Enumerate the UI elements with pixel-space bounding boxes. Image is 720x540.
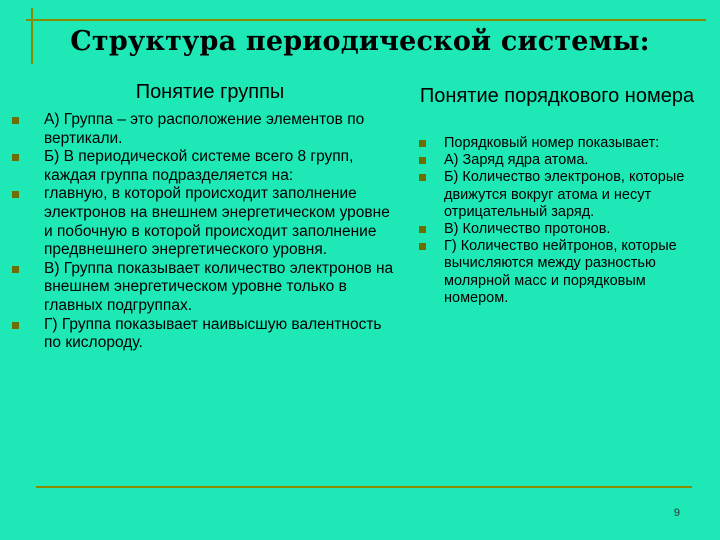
group-concept-list: [8, 111, 400, 353]
list-item: [8, 185, 400, 259]
square-bullet-icon: [12, 117, 19, 124]
list-item-text: Б) В периодической системе всего 8 групп, каждая группа подразделяется на:: [44, 148, 354, 184]
square-bullet-icon: [419, 140, 426, 147]
list-item: [416, 152, 710, 169]
list-item: [416, 221, 710, 238]
bottom-divider-line: [36, 486, 692, 488]
square-bullet-icon: [12, 322, 19, 329]
list-item-text: А) Заряд ядра атома.: [444, 152, 589, 169]
square-bullet-icon: [419, 243, 426, 250]
square-bullet-icon: [12, 266, 19, 273]
list-item: [416, 135, 710, 152]
square-bullet-icon: [419, 174, 426, 181]
list-item-text: Г) Группа показывает наивысшую валентность по кислороду.: [44, 315, 382, 352]
list-item: [416, 169, 710, 221]
slide-title: Структура периодической системы:: [70, 26, 650, 57]
atomic-number-list: [416, 135, 710, 307]
list-item-text: А) Группа – это расположение элементов по вертикали.: [44, 111, 365, 147]
page-number: 9: [673, 507, 680, 519]
list-item-text: В) Количество протонов.: [444, 221, 611, 238]
list-item-text: главную, в которой происходит заполнение электронов на внешнем энергетическом уровне и побочную в которой происходит заполнение предвнешнего энергетического уровня.: [44, 185, 390, 259]
list-item: [8, 111, 400, 148]
list-item: [8, 260, 400, 316]
left-accent-line: [31, 8, 33, 64]
list-item-text: Г) Количество нейтронов, которые вычисляются между разностью молярной масс и порядковым номером.: [444, 238, 677, 306]
list-item-text: Б) Количество электронов, которые движутся вокруг атома и несут отрицательный заряд.: [444, 169, 685, 220]
square-bullet-icon: [12, 154, 19, 161]
square-bullet-icon: [419, 226, 426, 233]
list-item: [8, 148, 400, 185]
top-divider-line: [26, 19, 706, 21]
list-item: [8, 316, 400, 353]
square-bullet-icon: [12, 191, 19, 198]
square-bullet-icon: [419, 157, 426, 164]
list-item-text: Порядковый номер показывает:: [444, 135, 660, 151]
list-item: [416, 238, 710, 307]
atomic-number-concept-heading: Понятие порядкового номера: [419, 85, 695, 107]
group-concept-heading: Понятие группы: [135, 81, 285, 103]
list-item-text: В) Группа показывает количество электронов на внешнем энергетическом уровне только в главных подгруппах.: [44, 259, 394, 314]
